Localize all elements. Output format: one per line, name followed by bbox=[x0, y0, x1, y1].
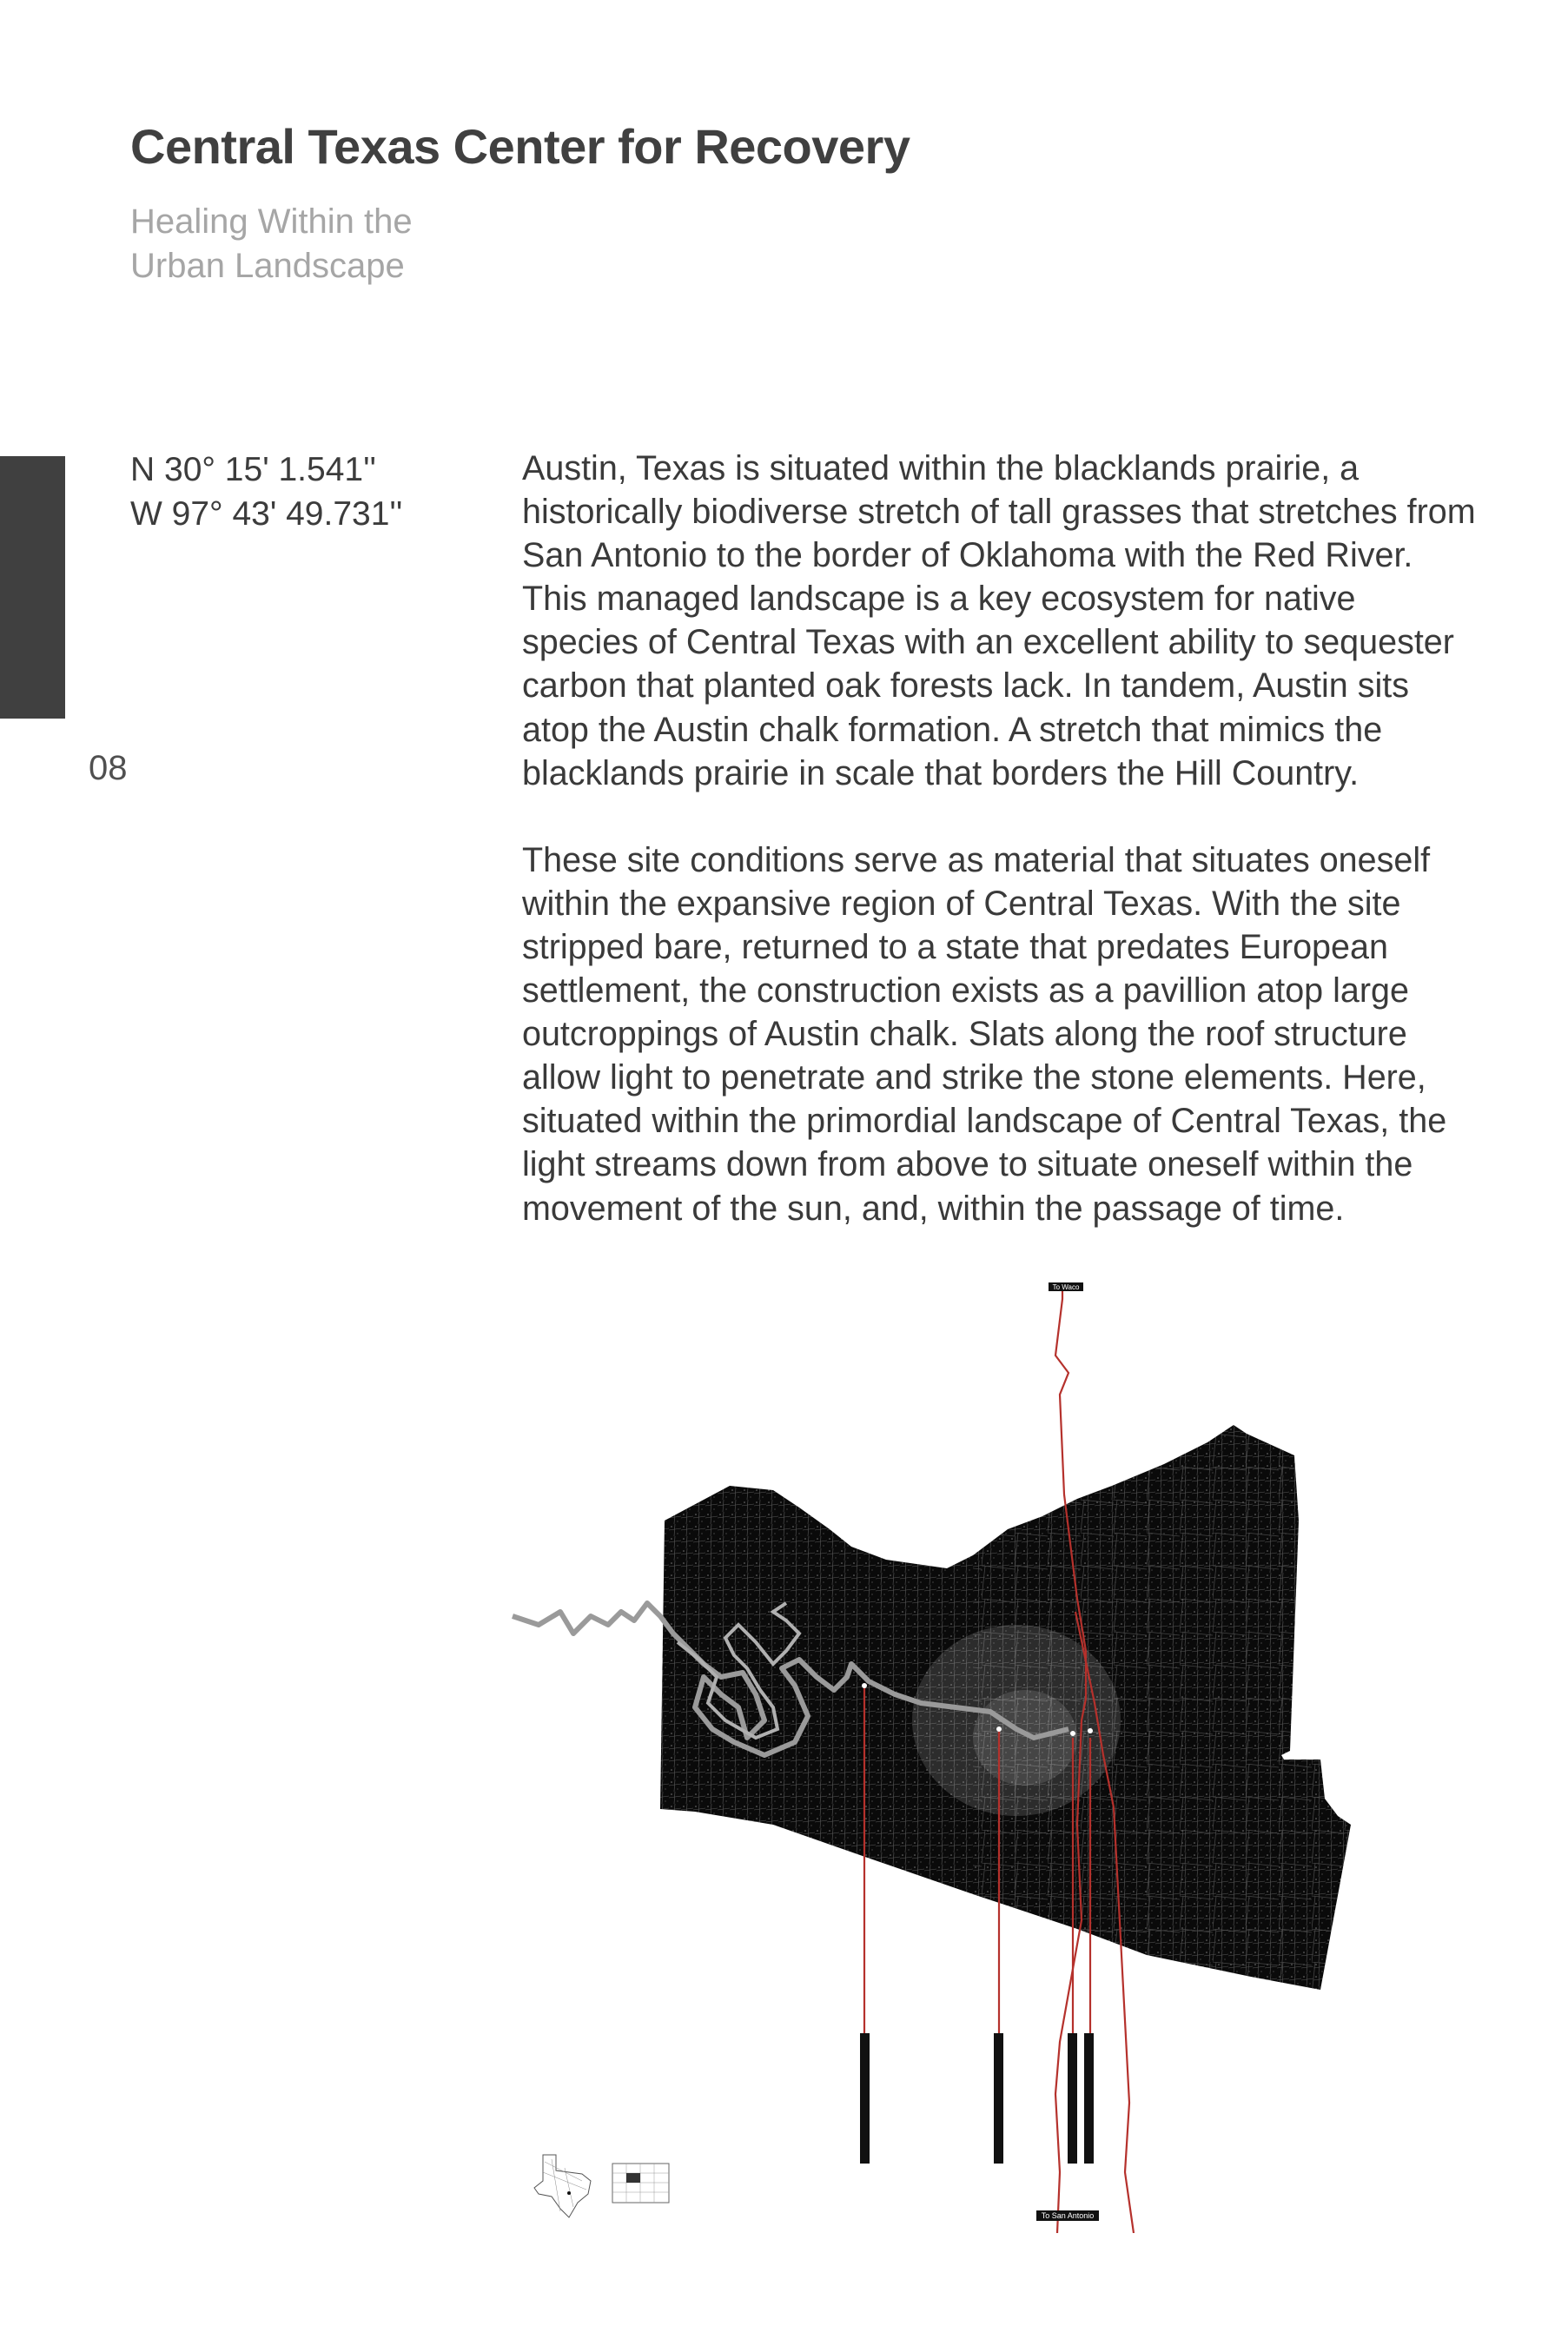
subtitle-line-2: Urban Landscape bbox=[130, 247, 405, 285]
longitude: W 97° 43' 49.731'' bbox=[130, 495, 403, 533]
paragraph-2: These site conditions serve as material that situates oneself within the expansive region of Central Texas. With the site stripped bare, returned to a state that predates European settlement, the construction exists as a pavillion atop large outcroppings of Austin chalk. Slats along the roof structure allow light to penetrate and strike the stone elements. Here, situated within the primordial landscape of Central Texas, the light streams down from above to situate oneself within the movement of the sun, and, within the passage of time. bbox=[522, 840, 1447, 1228]
site-coordinates bbox=[130, 447, 402, 536]
page-title: Central Texas Center for Recovery bbox=[130, 119, 910, 174]
page-subtitle bbox=[130, 200, 413, 288]
county-inset-map bbox=[612, 2164, 669, 2203]
latitude: N 30° 15' 1.541'' bbox=[130, 451, 376, 488]
subtitle-line-1: Healing Within the bbox=[130, 202, 413, 241]
svg-text:To San Antonio: To San Antonio bbox=[1041, 2211, 1095, 2220]
label-to-san-antonio bbox=[1036, 2210, 1099, 2221]
site-map-svg bbox=[486, 1269, 1355, 2233]
texas-inset-map bbox=[534, 2155, 591, 2217]
svg-text:To Waco: To Waco bbox=[1052, 1283, 1080, 1291]
tag-2 bbox=[994, 2033, 1003, 2164]
tag-4 bbox=[1084, 2033, 1094, 2164]
tag-3 bbox=[1068, 2033, 1077, 2164]
paragraph-1: Austin, Texas is situated within the blacklands prairie, a historically biodiverse stretch of tall grasses that stretches from San Antonio to the border of Oklahoma with the Red River. This managed landscape is a key ecosystem for native species of Central Texas with an excellent ability to sequester carbon that planted oak forests lack. In tandem, Austin sits atop the Austin chalk formation. A stretch that mimics the blacklands prairie in scale that borders the Hill Country. bbox=[522, 449, 1476, 792]
side-marker-bar bbox=[0, 456, 65, 719]
road-grid bbox=[912, 1425, 1355, 1990]
site-map bbox=[486, 1269, 1355, 2233]
tag-1 bbox=[860, 2033, 870, 2164]
body-text bbox=[522, 447, 1478, 1274]
page-number: 08 bbox=[89, 749, 128, 787]
label-to-waco bbox=[1049, 1282, 1083, 1291]
